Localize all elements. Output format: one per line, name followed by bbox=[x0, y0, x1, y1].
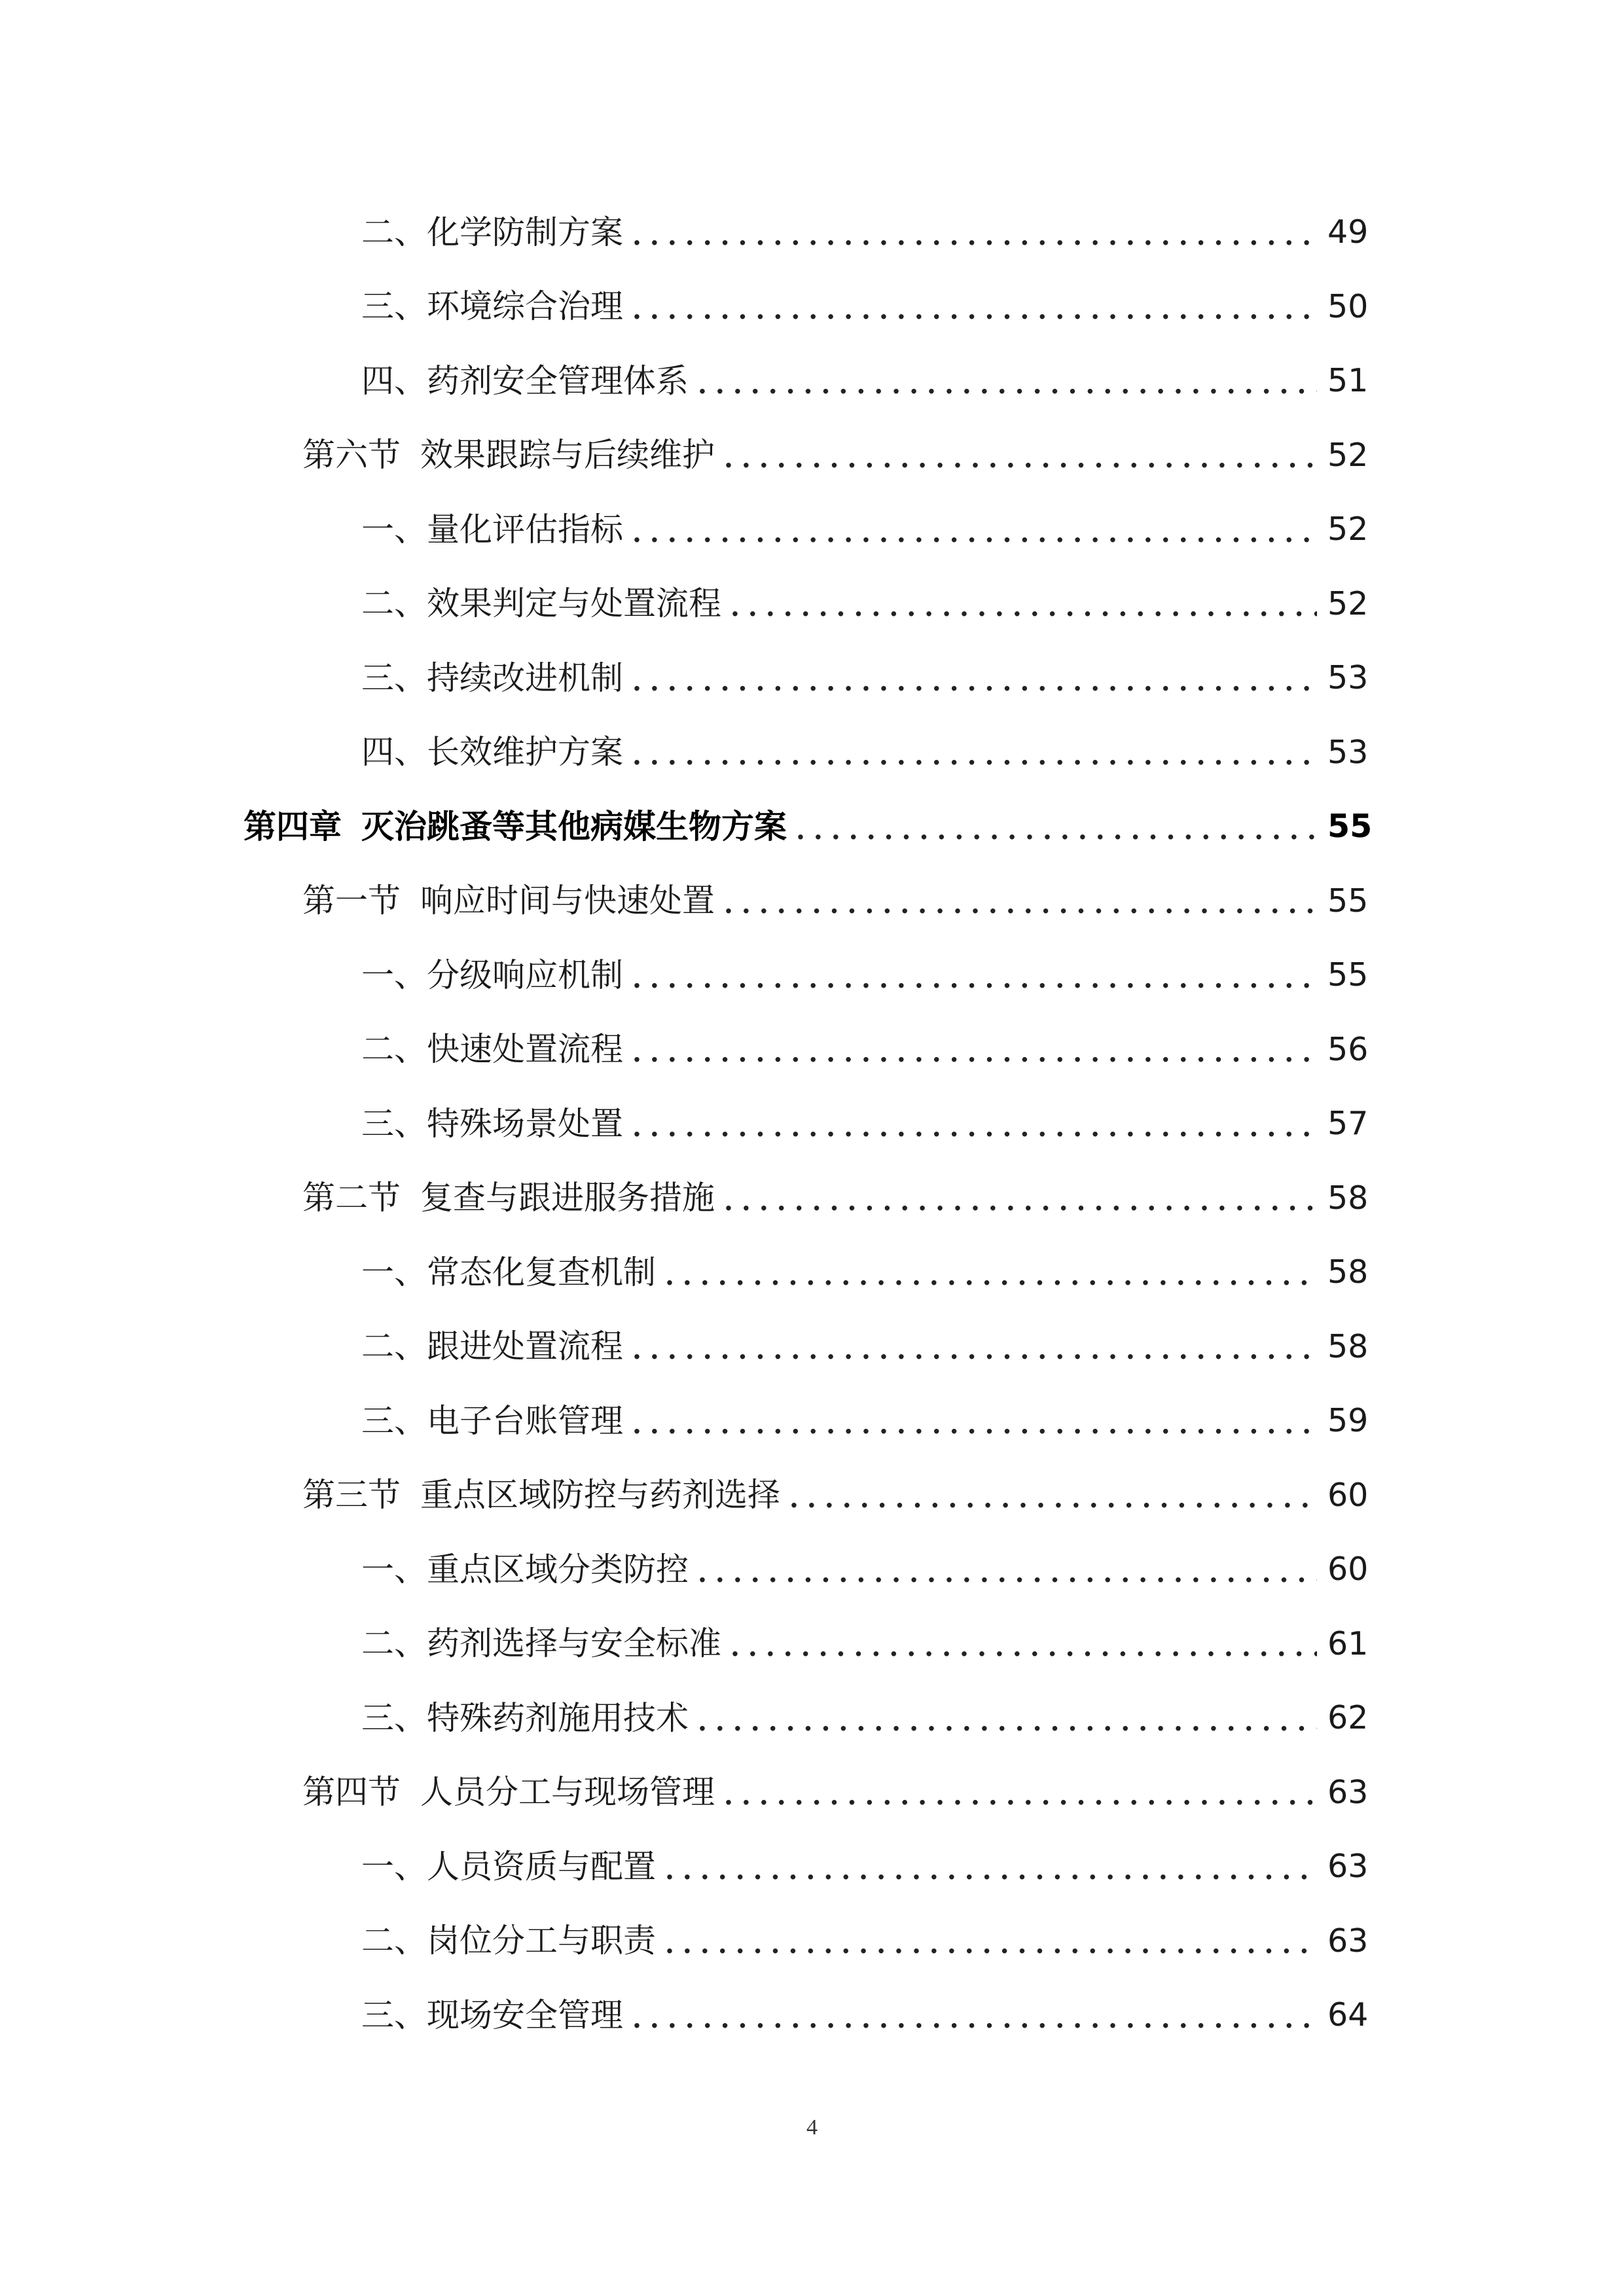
toc-entry-title: 长效维护方案 bbox=[427, 733, 623, 772]
toc-entry-title: 特殊场景处置 bbox=[427, 1104, 623, 1143]
toc-entry-title: 化学防制方案 bbox=[427, 213, 623, 251]
toc-entry-page: 53 bbox=[1327, 733, 1369, 771]
toc-entry-title: 人员资质与配置 bbox=[427, 1847, 656, 1886]
toc-entry-item[interactable] bbox=[0, 567, 1624, 641]
dot-leader bbox=[796, 817, 1317, 844]
toc-entry-page: 58 bbox=[1327, 1253, 1369, 1291]
toc-entry-title: 特殊药剂施用技术 bbox=[427, 1698, 689, 1737]
dot-leader bbox=[632, 1412, 1317, 1438]
dot-leader bbox=[698, 1560, 1317, 1587]
toc-entry-title: 现场安全管理 bbox=[427, 1996, 623, 2034]
toc-entry-page: 50 bbox=[1327, 287, 1369, 325]
toc-entry-number: 二、 bbox=[361, 1624, 427, 1663]
dot-leader bbox=[698, 372, 1317, 398]
toc-entry-title: 跟进处置流程 bbox=[427, 1327, 623, 1366]
dot-leader bbox=[665, 1263, 1317, 1289]
toc-entry-title: 药剂安全管理体系 bbox=[427, 361, 689, 400]
toc-entry-page: 61 bbox=[1327, 1624, 1369, 1662]
toc-entry-number: 一、 bbox=[361, 1847, 427, 1886]
toc-entry-page: 55 bbox=[1327, 882, 1369, 920]
toc-entry-title: 重点区域分类防控 bbox=[427, 1550, 689, 1588]
toc-entry-page: 51 bbox=[1327, 362, 1369, 400]
dot-leader bbox=[724, 446, 1317, 472]
toc-entry-title: 常态化复查机制 bbox=[427, 1253, 656, 1291]
toc-entry-number: 二、 bbox=[361, 1030, 427, 1069]
toc-entry-title: 人员分工与现场管理 bbox=[420, 1773, 715, 1812]
toc-entry-page: 59 bbox=[1327, 1402, 1369, 1440]
toc-entry-title: 量化评估指标 bbox=[427, 510, 623, 548]
toc-entry-section[interactable] bbox=[0, 864, 1624, 939]
toc-entry-number: 四、 bbox=[361, 361, 427, 400]
toc-entry-item[interactable] bbox=[0, 195, 1624, 270]
toc-entry-number: 三、 bbox=[361, 1104, 427, 1143]
toc-entry-title: 电子台账管理 bbox=[427, 1401, 623, 1440]
toc-entry-item[interactable] bbox=[0, 1086, 1624, 1161]
toc-entry-item[interactable] bbox=[0, 641, 1624, 715]
toc-entry-page: 64 bbox=[1327, 1996, 1369, 2034]
dot-leader bbox=[724, 1189, 1317, 1215]
toc-entry-title: 分级响应机制 bbox=[427, 956, 623, 994]
dot-leader bbox=[632, 520, 1317, 547]
toc-entry-section[interactable] bbox=[0, 1161, 1624, 1236]
dot-leader bbox=[731, 1634, 1317, 1660]
toc-entry-item[interactable] bbox=[0, 344, 1624, 418]
toc-entry-number: 一、 bbox=[361, 1550, 427, 1588]
dot-leader bbox=[665, 1857, 1317, 1884]
toc-entry-page: 63 bbox=[1327, 1922, 1369, 1960]
toc-entry-title: 药剂选择与安全标准 bbox=[427, 1624, 721, 1663]
dot-leader bbox=[698, 1709, 1317, 1735]
toc-entry-item[interactable] bbox=[0, 492, 1624, 567]
toc-entry-section[interactable] bbox=[0, 1755, 1624, 1830]
toc-entry-page: 52 bbox=[1327, 436, 1369, 474]
toc-entry-number: 一、 bbox=[361, 956, 427, 994]
toc-entry-section[interactable] bbox=[0, 1458, 1624, 1533]
toc-entry-item[interactable] bbox=[0, 1384, 1624, 1458]
toc-entry-number: 第三节 bbox=[302, 1476, 401, 1515]
toc-entry-item[interactable] bbox=[0, 1310, 1624, 1384]
toc-entry-title: 效果判定与处置流程 bbox=[427, 584, 721, 623]
toc-entry-page: 57 bbox=[1327, 1105, 1369, 1143]
toc-entry-page: 56 bbox=[1327, 1030, 1369, 1068]
toc-entry-number: 第一节 bbox=[302, 882, 401, 920]
toc-entry-number: 第四节 bbox=[302, 1773, 401, 1812]
dot-leader bbox=[724, 1783, 1317, 1809]
toc-entry-number: 四、 bbox=[361, 733, 427, 772]
toc-entry-item[interactable] bbox=[0, 1904, 1624, 1979]
toc-entry-number: 一、 bbox=[361, 1253, 427, 1291]
toc-entry-page: 63 bbox=[1327, 1848, 1369, 1886]
toc-entry-page: 58 bbox=[1327, 1179, 1369, 1217]
page-number: 4 bbox=[806, 2115, 818, 2140]
toc-entry-item[interactable] bbox=[0, 270, 1624, 344]
dot-leader bbox=[632, 669, 1317, 695]
dot-leader bbox=[632, 1040, 1317, 1066]
dot-leader bbox=[632, 223, 1317, 249]
dot-leader bbox=[632, 1115, 1317, 1141]
toc-entry-number: 第二节 bbox=[302, 1179, 401, 1217]
toc-entry-item[interactable] bbox=[0, 1681, 1624, 1755]
table-of-contents bbox=[0, 195, 1624, 2053]
dot-leader bbox=[632, 743, 1317, 769]
toc-entry-page: 62 bbox=[1327, 1699, 1369, 1737]
toc-entry-item[interactable] bbox=[0, 1235, 1624, 1310]
toc-entry-section[interactable] bbox=[0, 418, 1624, 493]
toc-entry-number: 二、 bbox=[361, 584, 427, 623]
toc-entry-item[interactable] bbox=[0, 1607, 1624, 1681]
toc-entry-page: 53 bbox=[1327, 659, 1369, 697]
toc-entry-page: 63 bbox=[1327, 1773, 1369, 1811]
toc-entry-number: 一、 bbox=[361, 510, 427, 548]
toc-entry-title: 持续改进机制 bbox=[427, 658, 623, 697]
toc-entry-page: 49 bbox=[1327, 213, 1369, 251]
dot-leader bbox=[632, 1337, 1317, 1363]
toc-entry-item[interactable] bbox=[0, 715, 1624, 790]
toc-entry-title: 环境综合治理 bbox=[427, 287, 623, 326]
toc-entry-number: 第四章 bbox=[244, 806, 342, 846]
dot-leader bbox=[665, 1931, 1317, 1958]
dot-leader bbox=[632, 2006, 1317, 2032]
toc-entry-number: 三、 bbox=[361, 1401, 427, 1440]
toc-entry-title: 响应时间与快速处置 bbox=[420, 882, 715, 920]
toc-entry-item[interactable] bbox=[0, 1978, 1624, 2053]
toc-entry-number: 二、 bbox=[361, 213, 427, 251]
toc-entry-title: 效果跟踪与后续维护 bbox=[420, 436, 715, 475]
toc-entry-chapter[interactable] bbox=[0, 789, 1624, 864]
toc-entry-number: 三、 bbox=[361, 1996, 427, 2034]
toc-entry-page: 55 bbox=[1327, 956, 1369, 994]
dot-leader bbox=[789, 1486, 1317, 1512]
toc-entry-page: 52 bbox=[1327, 511, 1369, 548]
toc-entry-page: 60 bbox=[1327, 1476, 1369, 1514]
toc-entry-item[interactable] bbox=[0, 1532, 1624, 1607]
toc-entry-number: 二、 bbox=[361, 1922, 427, 1960]
toc-entry-number: 三、 bbox=[361, 658, 427, 697]
toc-entry-title: 灭治跳蚤等其他病媒生物方案 bbox=[361, 806, 787, 846]
toc-entry-page: 52 bbox=[1327, 584, 1369, 622]
toc-entry-title: 复查与跟进服务措施 bbox=[420, 1179, 715, 1217]
toc-entry-number: 三、 bbox=[361, 287, 427, 326]
toc-entry-item[interactable] bbox=[0, 1013, 1624, 1087]
toc-entry-page: 55 bbox=[1327, 808, 1373, 846]
toc-entry-item[interactable] bbox=[0, 938, 1624, 1013]
dot-leader bbox=[632, 297, 1317, 323]
toc-entry-page: 60 bbox=[1327, 1551, 1369, 1588]
dot-leader bbox=[731, 594, 1317, 620]
toc-entry-item[interactable] bbox=[0, 1829, 1624, 1904]
toc-entry-title: 岗位分工与职责 bbox=[427, 1922, 656, 1960]
toc-entry-number: 三、 bbox=[361, 1698, 427, 1737]
toc-entry-number: 二、 bbox=[361, 1327, 427, 1366]
toc-entry-title: 重点区域防控与药剂选择 bbox=[420, 1476, 780, 1515]
dot-leader bbox=[632, 966, 1317, 992]
toc-entry-page: 58 bbox=[1327, 1327, 1369, 1365]
dot-leader bbox=[724, 891, 1317, 918]
toc-entry-title: 快速处置流程 bbox=[427, 1030, 623, 1069]
toc-entry-number: 第六节 bbox=[302, 436, 401, 475]
